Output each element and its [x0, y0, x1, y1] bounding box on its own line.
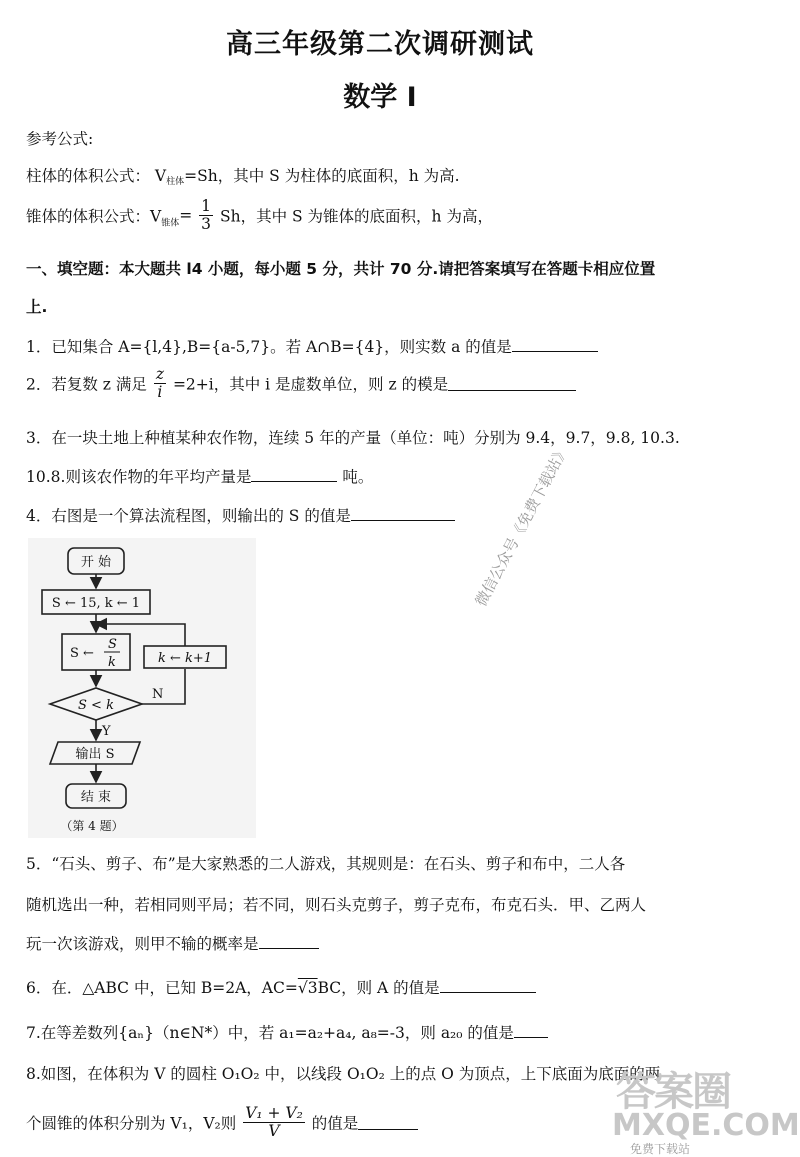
fraction-z-over-i: $\frac{z}{i}$ — [155, 365, 164, 401]
diagonal-watermark: 微信公众号《免费下载站》 — [471, 441, 573, 610]
question-6: 6．在．△ABC 中，已知 B=2A，AC=√3BC，则 A 的值是 — [26, 976, 536, 998]
flow-condition-label: S < k — [78, 698, 114, 713]
flow-assign-label: S ← — [70, 646, 94, 661]
flow-increment-label: k ← k+1 — [157, 651, 213, 666]
question-2: 2．若复数 z 满足 $\frac{z}{i}$ =2+i，其中 i 是虚数单位，则 z 的模是 — [26, 366, 576, 401]
flow-caption: （第 4 题） — [60, 819, 124, 833]
sqrt-three: √3 — [297, 979, 318, 997]
answer-blank — [358, 1115, 418, 1130]
answer-blank — [259, 934, 319, 949]
logo-watermark-domain: MXQE.COM — [612, 1108, 800, 1143]
flow-init-label: S ← 15, k ← 1 — [51, 596, 141, 611]
subject-title: 数学 I — [343, 82, 417, 113]
page-title: 高三年级第二次调研测试 — [226, 29, 534, 60]
fraction-one-third: $\frac{1}{3}$ — [201, 197, 212, 233]
section-heading: 一、填空题：本大题共 l4 小题，每小题 5 分，共计 70 分.请把答案填写在答题卡相应位置 — [26, 260, 656, 278]
logo-watermark: 答案圈 — [616, 1069, 730, 1115]
flowchart-figure — [28, 538, 256, 838]
question-3: 3．在一块土地上种植某种农作物，连续 5 年的产量（单位：吨）分别为 9.4，9.7，9.8, 10.3. — [26, 429, 680, 447]
formula-cone: 锥体的体积公式：$V_{锥体}=$ $\frac{1}{3}$ Sh，其中 S 为锥体的底面积，h 为高， — [26, 197, 493, 233]
formula-label: 参考公式: — [26, 130, 94, 148]
question-8-cont: 个圆锥的体积分别为 V₁，V₂则 $\frac{\text{V₁ + V₂}}{V}$ 的值是 — [26, 1105, 418, 1140]
logo-watermark-sub: 免费下载站 — [630, 1142, 691, 1156]
answer-blank — [251, 467, 337, 482]
question-4: 4．右图是一个算法流程图，则输出的 S 的值是 — [26, 504, 455, 526]
fraction-v-sum: $\frac{\text{V₁ + V₂}}{V}$ — [245, 1104, 303, 1140]
question-3-cont: 10.8.则该农作物的年平均产量是 吨。 — [26, 468, 374, 486]
question-5-cont: 随机选出一种，若相同则平局；若不同，则石头克剪子，剪子克布，布克石头．甲、乙两人 — [26, 896, 647, 914]
answer-blank — [448, 376, 576, 391]
formula-cylinder: 柱体的体积公式： $V_{柱体}=Sh$，其中 S 为柱体的底面积，h 为高. — [26, 167, 460, 187]
answer-blank — [440, 978, 536, 993]
answer-blank — [351, 506, 455, 521]
flow-yes-label: Y — [102, 724, 111, 739]
question-1: 1．已知集合 A={l,4},B={a-5,7}。若 A∩B={4}，则实数 a 的值是 — [26, 335, 598, 357]
section-heading-cont: 上. — [26, 298, 48, 316]
question-5: 5．“石头、剪子、布”是大家熟悉的二人游戏，其规则是：在石头、剪子和布中，二人各 — [26, 855, 626, 873]
question-5-cont2: 玩一次该游戏，则甲不输的概率是 — [26, 932, 319, 954]
answer-blank — [514, 1023, 548, 1038]
question-7: 7.在等差数列{aₙ}（n∈N*）中，若 a₁=a₂+a₄, a₈=-3，则 a₂₀ 的值是 — [26, 1021, 548, 1043]
flow-assign-num: S — [108, 637, 117, 652]
flow-start-label: 开 始 — [80, 555, 112, 570]
flow-assign-den: k — [108, 655, 116, 670]
answer-blank — [512, 337, 598, 352]
flow-no-label: N — [152, 687, 164, 702]
question-8: 8.如图，在体积为 V 的圆柱 O₁O₂ 中，以线段 O₁O₂ 上的点 O 为顶点，上下底面为底面的两 — [26, 1065, 661, 1083]
flow-end-label: 结 束 — [80, 790, 112, 805]
flow-output-label: 输出 S — [75, 747, 115, 762]
